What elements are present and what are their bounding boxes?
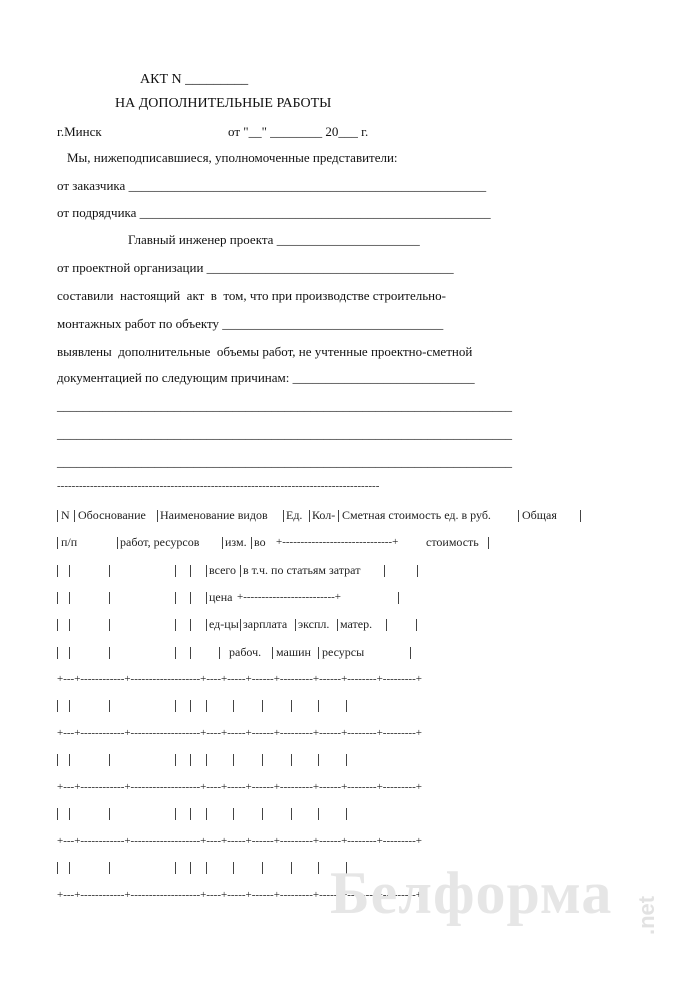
table-divider bbox=[109, 619, 110, 631]
table-divider bbox=[69, 647, 70, 659]
table-divider bbox=[109, 592, 110, 604]
table-divider bbox=[175, 592, 176, 604]
table-divider bbox=[283, 510, 284, 522]
city-label: г.Минск bbox=[57, 124, 102, 139]
contractor-line: от подрядчика ______________________________________________________ bbox=[57, 205, 491, 220]
table-divider bbox=[233, 754, 234, 766]
document-subtitle: НА ДОПОЛНИТЕЛЬНЫЕ РАБОТЫ bbox=[115, 96, 332, 111]
table-divider bbox=[346, 808, 347, 820]
header-workers: рабоч. bbox=[229, 645, 262, 659]
table-divider bbox=[233, 700, 234, 712]
table-divider bbox=[109, 862, 110, 874]
table-divider bbox=[384, 565, 385, 577]
intro-text: Мы, нижеподписавшиеся, уполномоченные представители: bbox=[67, 150, 398, 165]
table-row-separator: +---+------------+-------------------+----+-----+------+---------+------+--------+---------+ bbox=[57, 673, 422, 685]
header-quantity: Кол- bbox=[312, 508, 336, 522]
statement-line-4: документацией по следующим причинам: ____________________________ bbox=[57, 370, 475, 385]
table-divider bbox=[69, 619, 70, 631]
table-divider bbox=[518, 510, 519, 522]
header-cost-items: в т.ч. по статьям затрат bbox=[243, 563, 361, 577]
table-row-separator: +---+------------+-------------------+----+-----+------+---------+------+--------+---------+ bbox=[57, 835, 422, 847]
table-divider bbox=[291, 700, 292, 712]
table-divider bbox=[318, 754, 319, 766]
table-divider bbox=[57, 647, 58, 659]
table-divider bbox=[346, 754, 347, 766]
customer-line: от заказчика _______________________________________________________ bbox=[57, 178, 487, 193]
table-divider bbox=[57, 565, 58, 577]
table-divider bbox=[291, 862, 292, 874]
table-divider bbox=[206, 619, 207, 631]
table-divider bbox=[190, 647, 191, 659]
header-number: N bbox=[61, 508, 70, 522]
table-divider bbox=[206, 808, 207, 820]
table-divider bbox=[109, 565, 110, 577]
table-divider bbox=[417, 565, 418, 577]
table-divider bbox=[57, 808, 58, 820]
table-divider bbox=[57, 754, 58, 766]
statement-line-1: составили настоящий акт в том, что при производстве строительно- bbox=[57, 288, 446, 303]
table-divider bbox=[190, 862, 191, 874]
blank-line-3: ______________________________________________________________________ bbox=[57, 454, 512, 469]
table-divider bbox=[109, 700, 110, 712]
watermark-logo: Белформа bbox=[330, 860, 613, 926]
header-total-column: всего bbox=[209, 563, 237, 577]
table-divider bbox=[57, 862, 58, 874]
blank-line-2: ______________________________________________________________________ bbox=[57, 426, 512, 441]
table-divider bbox=[291, 808, 292, 820]
table-divider bbox=[309, 510, 310, 522]
table-divider bbox=[109, 754, 110, 766]
header-per-unit: ед-цы bbox=[209, 617, 239, 631]
table-divider bbox=[57, 510, 58, 522]
table-divider bbox=[190, 565, 191, 577]
table-divider bbox=[57, 700, 58, 712]
header-operation: экспл. bbox=[298, 617, 330, 631]
header-items-rule: +-------------------------+ bbox=[237, 591, 341, 603]
table-divider bbox=[240, 619, 241, 631]
table-divider bbox=[157, 510, 158, 522]
statement-line-2: монтажных работ по объекту __________________________________ bbox=[57, 316, 444, 331]
table-divider bbox=[262, 862, 263, 874]
table-divider bbox=[398, 592, 399, 604]
act-number: АКТ N _________ bbox=[140, 72, 249, 87]
table-divider bbox=[206, 862, 207, 874]
table-divider bbox=[262, 700, 263, 712]
table-divider bbox=[175, 862, 176, 874]
table-divider bbox=[190, 592, 191, 604]
table-divider bbox=[190, 700, 191, 712]
header-cost-rule: +------------------------------+ bbox=[276, 536, 399, 548]
table-divider bbox=[337, 619, 338, 631]
table-divider bbox=[57, 537, 58, 549]
table-divider bbox=[117, 537, 118, 549]
table-divider bbox=[69, 565, 70, 577]
table-divider bbox=[295, 619, 296, 631]
header-materials: матер. bbox=[340, 617, 373, 631]
header-salary: зарплата bbox=[243, 617, 288, 631]
date-line: от "__" ________ 20___ г. bbox=[228, 124, 369, 139]
header-price: цена bbox=[209, 590, 233, 604]
header-total: Общая bbox=[522, 508, 557, 522]
header-basis: Обоснование bbox=[78, 508, 146, 522]
table-divider bbox=[190, 808, 191, 820]
table-divider bbox=[74, 510, 75, 522]
table-divider bbox=[190, 754, 191, 766]
design-org-line: от проектной организации ______________________________________ bbox=[57, 260, 454, 275]
table-divider bbox=[175, 565, 176, 577]
table-divider bbox=[219, 647, 220, 659]
table-divider bbox=[69, 808, 70, 820]
table-divider bbox=[175, 808, 176, 820]
table-divider bbox=[291, 754, 292, 766]
table-divider bbox=[175, 647, 176, 659]
blank-line-1: ______________________________________________________________________ bbox=[57, 398, 512, 413]
header-machines: машин bbox=[276, 645, 311, 659]
statement-line-3: выявлены дополнительные объемы работ, не учтенные проектно-сметной bbox=[57, 344, 473, 359]
table-divider bbox=[190, 619, 191, 631]
header-unit-cost: Сметная стоимость ед. в руб. bbox=[342, 508, 491, 522]
table-divider bbox=[240, 565, 241, 577]
table-divider bbox=[233, 808, 234, 820]
header-total-cost: стоимость bbox=[426, 535, 479, 549]
table-divider bbox=[233, 862, 234, 874]
table-divider bbox=[416, 619, 417, 631]
table-divider bbox=[109, 808, 110, 820]
table-divider bbox=[318, 700, 319, 712]
table-divider bbox=[206, 754, 207, 766]
header-resources: ресурсы bbox=[322, 645, 365, 659]
table-divider bbox=[222, 537, 223, 549]
table-divider bbox=[57, 592, 58, 604]
table-divider bbox=[69, 754, 70, 766]
table-divider bbox=[206, 700, 207, 712]
header-unit: Ед. bbox=[286, 508, 303, 522]
table-divider bbox=[410, 647, 411, 659]
table-divider bbox=[318, 647, 319, 659]
table-divider bbox=[175, 619, 176, 631]
table-divider bbox=[338, 510, 339, 522]
table-divider bbox=[262, 754, 263, 766]
table-row-separator: +---+------------+-------------------+----+-----+------+---------+------+--------+---------+ bbox=[57, 781, 422, 793]
table-divider bbox=[346, 700, 347, 712]
header-work-name: Наименование видов bbox=[160, 508, 268, 522]
table-divider bbox=[175, 700, 176, 712]
table-divider bbox=[69, 700, 70, 712]
table-divider bbox=[272, 647, 273, 659]
table-divider bbox=[488, 537, 489, 549]
table-divider bbox=[206, 565, 207, 577]
header-unit-measure: изм. bbox=[225, 535, 247, 549]
table-divider bbox=[318, 862, 319, 874]
table-divider bbox=[57, 619, 58, 631]
table-divider bbox=[206, 592, 207, 604]
chief-engineer-line: Главный инженер проекта ______________________ bbox=[128, 232, 420, 247]
table-row-separator: +---+------------+-------------------+----+-----+------+---------+------+--------+---------+ bbox=[57, 889, 422, 901]
watermark-domain: .net bbox=[634, 895, 659, 935]
table-divider bbox=[318, 808, 319, 820]
table-divider bbox=[251, 537, 252, 549]
table-divider bbox=[175, 754, 176, 766]
table-divider bbox=[69, 592, 70, 604]
table-divider bbox=[262, 808, 263, 820]
header-number-2: п/п bbox=[61, 535, 78, 549]
table-divider bbox=[69, 862, 70, 874]
header-quantity-2: во bbox=[254, 535, 266, 549]
table-top-rule: ---------------------------------------------------------------------------------------- bbox=[57, 480, 380, 492]
table-divider bbox=[386, 619, 387, 631]
header-work-resources: работ, ресурсов bbox=[120, 535, 200, 549]
table-divider bbox=[109, 647, 110, 659]
table-divider bbox=[580, 510, 581, 522]
table-row-separator: +---+------------+-------------------+----+-----+------+---------+------+--------+---------+ bbox=[57, 727, 422, 739]
